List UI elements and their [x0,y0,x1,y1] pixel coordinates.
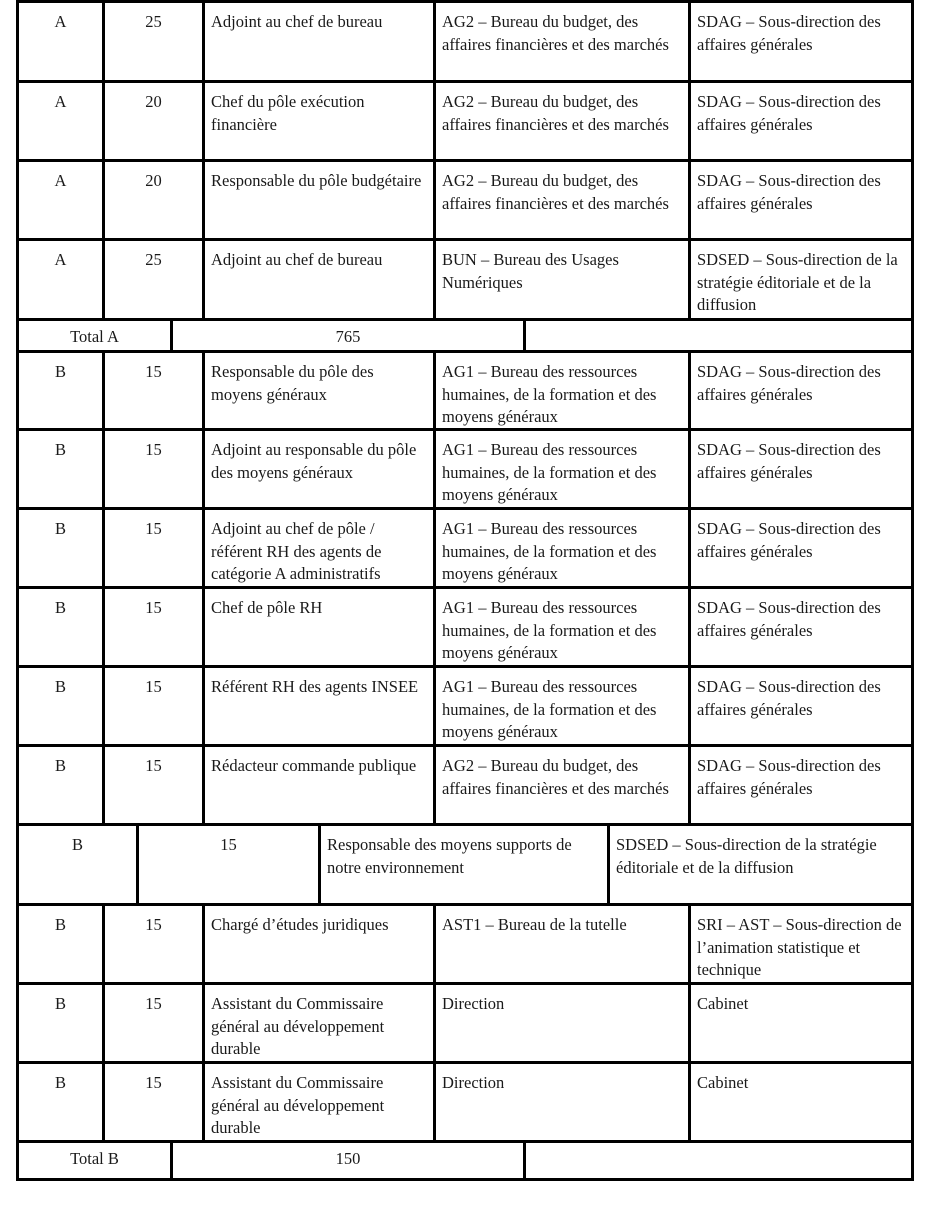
cell-bureau: AG1 – Bureau des ressources humaines, de la formation et des moyens généraux [442,362,661,426]
column-rule [16,1140,19,1181]
column-rule [688,586,691,668]
column-rule [102,507,105,589]
column-rule [16,238,19,321]
column-rule [911,238,914,321]
column-rule [688,1061,691,1143]
column-rule [102,903,105,985]
cell-sous-direction: SDAG – Sous-direction des affaires générales [697,12,885,54]
cell-bureau: AG1 – Bureau des ressources humaines, de la formation et des moyens généraux [442,440,661,504]
table-rule [16,1178,914,1181]
column-rule [16,159,19,241]
column-rule [202,80,205,162]
column-rule [102,1061,105,1143]
column-rule [202,507,205,589]
column-rule [911,428,914,510]
column-rule [16,982,19,1064]
column-rule [688,159,691,241]
cell-sous-direction: SDAG – Sous-direction des affaires générales [697,598,885,640]
column-rule [607,823,610,906]
cell-points: 15 [145,1073,162,1092]
column-rule [433,665,436,747]
cell-bureau: AG2 – Bureau du budget, des affaires financières et des marchés [442,756,669,798]
column-rule [523,1140,526,1181]
column-rule [911,823,914,906]
cell-points: 15 [145,677,162,696]
cell-categorie: A [54,171,67,190]
column-rule [16,350,19,431]
cell-sous-direction: SDSED – Sous-direction de la stratégie éditoriale et de la diffusion [697,250,902,314]
cell-points: 25 [145,12,162,31]
column-rule [523,318,526,353]
column-rule [102,428,105,510]
column-rule [16,823,19,906]
cell-points: 20 [145,92,162,111]
cell-categorie: A [54,250,67,269]
column-rule [136,823,139,906]
column-rule [202,665,205,747]
column-rule [911,0,914,83]
column-rule [433,159,436,241]
cell-bureau: AG2 – Bureau du budget, des affaires financières et des marchés [442,171,669,213]
cell-poste: Adjoint au chef de pôle / référent RH des agents de catégorie A administratifs [211,519,386,583]
column-rule [202,586,205,668]
column-rule [433,744,436,826]
column-rule [911,586,914,668]
column-rule [911,1140,914,1181]
column-rule [318,823,321,906]
cell-categorie: B [54,994,66,1013]
column-rule [911,350,914,431]
cell-poste: Responsable du pôle budgétaire [211,171,422,190]
cell-bureau: AG2 – Bureau du budget, des affaires financières et des marchés [442,92,669,134]
column-rule [911,80,914,162]
cell-categorie: B [54,440,66,459]
column-rule [911,159,914,241]
cell-points: 15 [145,519,162,538]
column-rule [688,80,691,162]
column-rule [102,350,105,431]
cell-bureau: AG1 – Bureau des ressources humaines, de la formation et des moyens généraux [442,677,661,741]
cell-points: 15 [145,362,162,381]
cell-poste: Chargé d’études juridiques [211,915,389,934]
column-rule [202,0,205,83]
cell-categorie: B [54,1073,66,1092]
column-rule [170,318,173,353]
column-rule [911,318,914,353]
column-rule [688,350,691,431]
column-rule [688,238,691,321]
column-rule [433,0,436,83]
cell-sous-direction: Cabinet [697,1073,749,1092]
column-rule [433,586,436,668]
column-rule [202,1061,205,1143]
column-rule [102,982,105,1064]
column-rule [102,0,105,83]
column-rule [16,744,19,826]
column-rule [16,507,19,589]
column-rule [102,665,105,747]
column-rule [688,744,691,826]
column-rule [688,903,691,985]
cell-poste: Adjoint au chef de bureau [211,12,383,31]
column-rule [433,1061,436,1143]
column-rule [16,318,19,353]
cell-points: 15 [220,835,237,854]
column-rule [433,350,436,431]
column-rule [202,428,205,510]
total-b-value: 150 [335,1149,361,1168]
column-rule [911,507,914,589]
column-rule [433,428,436,510]
cell-sous-direction: Cabinet [697,994,749,1013]
column-rule [202,159,205,241]
cell-points: 15 [145,440,162,459]
column-rule [688,665,691,747]
column-rule [911,982,914,1064]
cell-poste: Assistant du Commissaire général au développement durable [211,994,389,1058]
cell-categorie: B [54,362,66,381]
cell-poste: Adjoint au responsable du pôle des moyens généraux [211,440,421,482]
cell-categorie: B [54,677,66,696]
column-rule [170,1140,173,1181]
cell-categorie: A [54,92,67,111]
column-rule [911,1061,914,1143]
column-rule [102,586,105,668]
column-rule [16,1061,19,1143]
cell-poste: Assistant du Commissaire général au développement durable [211,1073,389,1137]
cell-poste: Chef du pôle exécution financière [211,92,369,134]
cell-categorie: B [54,915,66,934]
cell-bureau: AG1 – Bureau des ressources humaines, de la formation et des moyens généraux [442,598,661,662]
cell-categorie: B [54,519,66,538]
cell-sous-direction: SDSED – Sous-direction de la stratégie éditoriale et de la diffusion [616,835,881,877]
column-rule [688,0,691,83]
cell-sous-direction: SDAG – Sous-direction des affaires générales [697,677,885,719]
cell-points: 15 [145,915,162,934]
cell-bureau: BUN – Bureau des Usages Numériques [442,250,624,292]
cell-categorie: B [71,835,83,854]
cell-sous-direction: SRI – AST – Sous-direction de l’animation statistique et technique [697,915,906,979]
total-a-empty [526,321,911,350]
cell-points: 15 [145,994,162,1013]
cell-sous-direction: SDAG – Sous-direction des affaires générales [697,92,885,134]
cell-bureau: AST1 – Bureau de la tutelle [442,915,627,934]
cell-sous-direction: SDAG – Sous-direction des affaires générales [697,756,885,798]
total-a-value: 765 [335,327,361,346]
cell-points: 20 [145,171,162,190]
cell-poste: Responsable du pôle des moyens généraux [211,362,378,404]
cell-poste: Chef de pôle RH [211,598,323,617]
cell-categorie: A [54,12,67,31]
cell-bureau: Direction [442,994,505,1013]
column-rule [911,665,914,747]
column-rule [433,903,436,985]
column-rule [16,903,19,985]
column-rule [102,238,105,321]
cell-poste: Adjoint au chef de bureau [211,250,383,269]
column-rule [16,0,19,83]
total-b-empty [526,1143,911,1178]
cell-sous-direction: SDAG – Sous-direction des affaires générales [697,440,885,482]
cell-points: 15 [145,756,162,775]
cell-sous-direction: SDAG – Sous-direction des affaires générales [697,362,885,404]
column-rule [202,903,205,985]
column-rule [433,80,436,162]
cell-categorie: B [54,756,66,775]
cell-poste: Référent RH des agents INSEE [211,677,419,696]
column-rule [202,744,205,826]
column-rule [102,159,105,241]
column-rule [688,982,691,1064]
column-rule [911,903,914,985]
column-rule [202,238,205,321]
column-rule [688,507,691,589]
cell-points: 25 [145,250,162,269]
cell-sous-direction: SDAG – Sous-direction des affaires générales [697,519,885,561]
cell-bureau: AG1 – Bureau des ressources humaines, de la formation et des moyens généraux [442,519,661,583]
column-rule [433,238,436,321]
total-a-label: Total A [70,327,119,346]
cell-sous-direction: SDAG – Sous-direction des affaires générales [697,171,885,213]
cell-poste: Rédacteur commande publique [211,756,417,775]
column-rule [688,428,691,510]
column-rule [911,744,914,826]
column-rule [16,428,19,510]
cell-bureau: Direction [442,1073,505,1092]
column-rule [433,507,436,589]
column-rule [102,80,105,162]
column-rule [202,982,205,1064]
column-rule [16,80,19,162]
cell-points: 15 [145,598,162,617]
column-rule [433,982,436,1064]
column-rule [202,350,205,431]
column-rule [16,586,19,668]
total-b-label: Total B [70,1149,119,1168]
cell-categorie: B [54,598,66,617]
column-rule [102,744,105,826]
cell-bureau: AG2 – Bureau du budget, des affaires financières et des marchés [442,12,669,54]
column-rule [16,665,19,747]
cell-poste: Responsable des moyens supports de notre environnement [327,835,576,877]
